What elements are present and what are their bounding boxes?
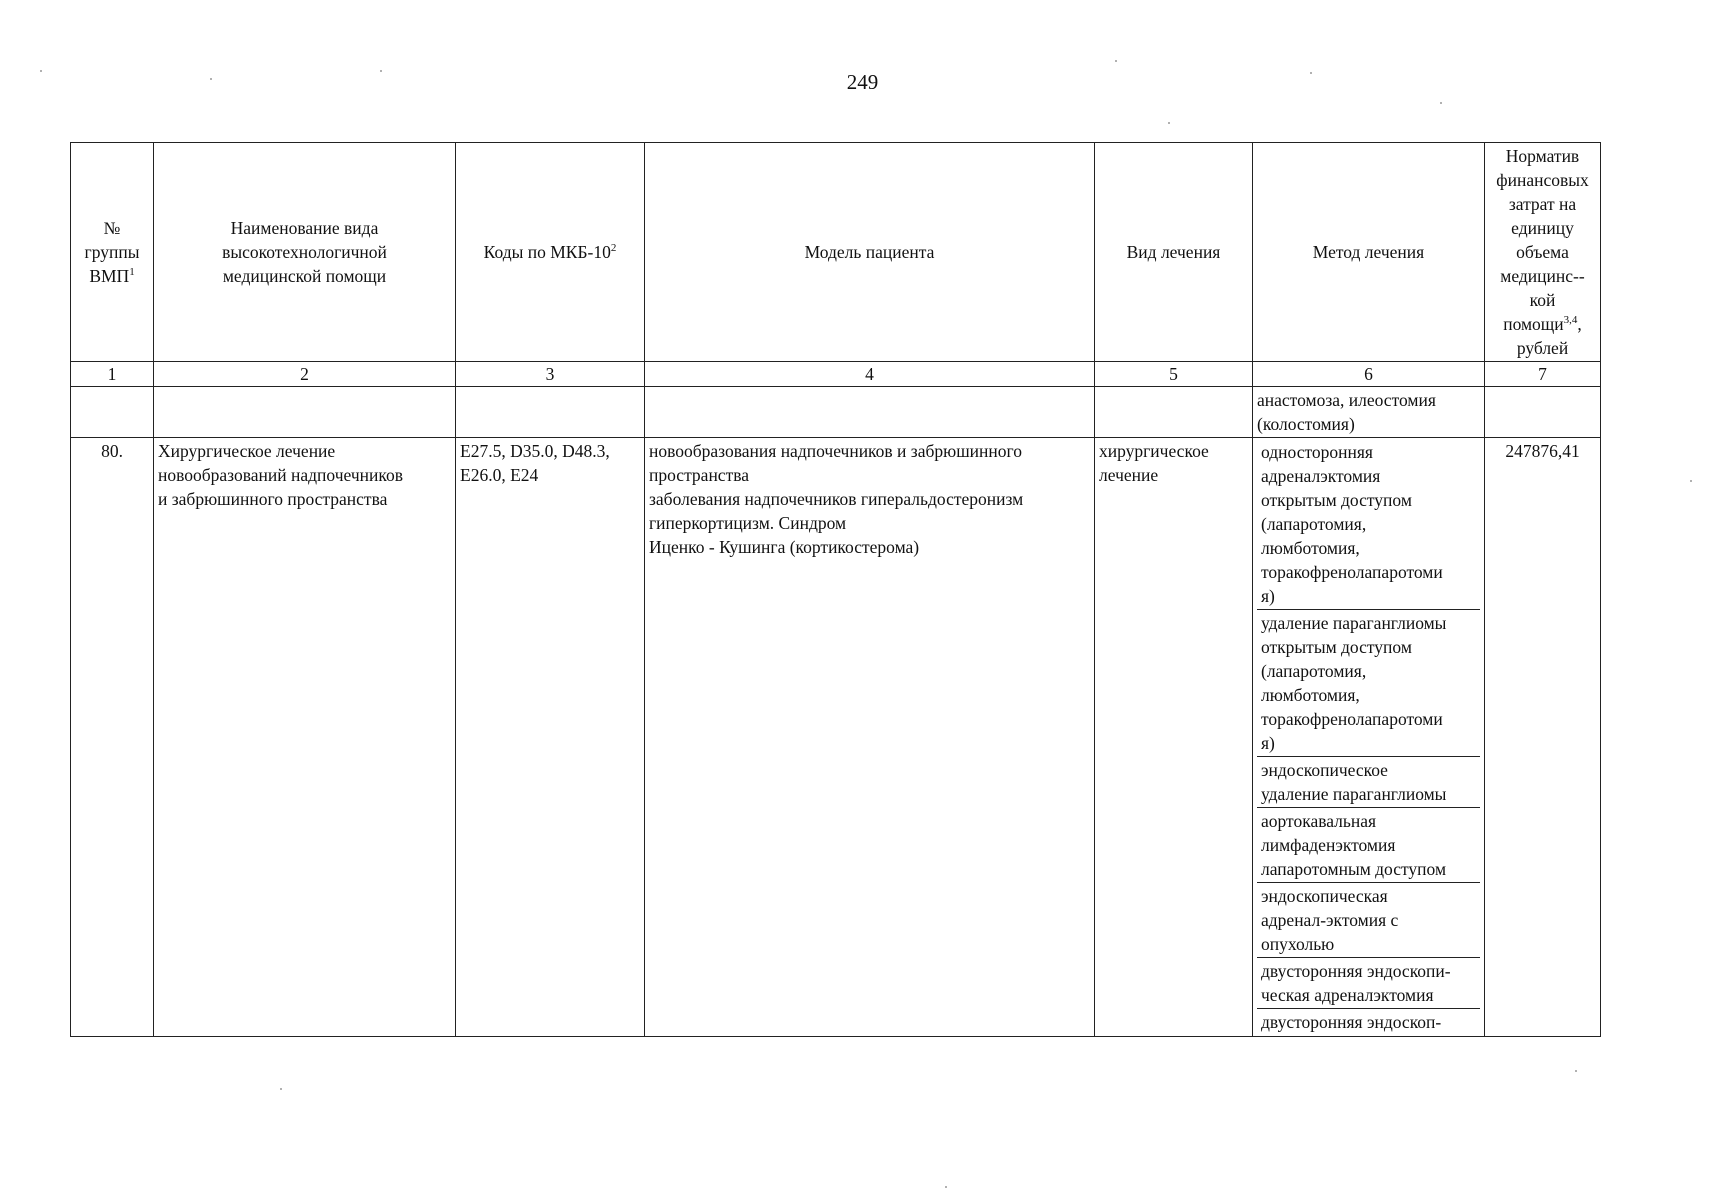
- header-text: медицинской помощи: [222, 266, 387, 286]
- care-name: [154, 438, 456, 1037]
- method-text: лимфаденэктомия: [1261, 835, 1396, 855]
- empty-cell: [71, 387, 154, 438]
- empty-cell: [645, 387, 1095, 438]
- column-number: 3: [456, 362, 645, 387]
- patient-model-text: заболевания надпочечников гиперальдостеронизм: [649, 489, 1024, 509]
- header-text: высокотехнологичной: [222, 242, 387, 262]
- method-text: (колостомия): [1257, 414, 1355, 434]
- cost-standard: 247876,41: [1485, 438, 1601, 1037]
- icd-codes: [456, 438, 645, 1037]
- patient-model-text: новообразования надпочечников и забрюшинного: [649, 441, 1023, 461]
- header-text: Норматив: [1505, 146, 1580, 166]
- treatment-method-item: [1257, 610, 1480, 757]
- header-text: единицу: [1511, 218, 1574, 238]
- method-text: аортокавальная: [1261, 811, 1377, 831]
- continuation-row: [71, 387, 1601, 438]
- header-text: кой: [1529, 290, 1556, 310]
- treatment-methods: [1253, 438, 1485, 1037]
- empty-cell: [456, 387, 645, 438]
- header-text: Коды по МКБ-10: [483, 242, 611, 262]
- column-number: 5: [1095, 362, 1253, 387]
- scan-speck: [1168, 122, 1170, 124]
- continued-method: [1253, 387, 1485, 438]
- method-text: адренал-эктомия с: [1261, 910, 1399, 930]
- treatment-method-item: [1257, 757, 1480, 808]
- header-text: финансовых: [1496, 170, 1589, 190]
- icd-code-text: E27.5, D35.0, D48.3,: [460, 441, 610, 461]
- empty-cell: [1095, 387, 1253, 438]
- care-name-text: новообразований надпочечников: [158, 465, 403, 485]
- header-text: ,: [1577, 314, 1582, 334]
- method-text: открытым доступом: [1261, 490, 1412, 510]
- page-number: 249: [846, 70, 879, 94]
- column-number: 4: [645, 362, 1095, 387]
- footnote-mark: 2: [610, 242, 617, 255]
- scan-speck: [280, 1088, 282, 1090]
- header-patient-model: Модель пациента: [645, 143, 1095, 362]
- header-text: ВМП: [89, 266, 130, 286]
- method-text: удаление параганглиомы: [1261, 784, 1447, 804]
- method-text: односторонняя: [1261, 442, 1373, 462]
- scan-speck: [1115, 60, 1117, 62]
- header-text: рублей: [1516, 338, 1569, 358]
- header-care-name: [154, 143, 456, 362]
- patient-model-text: гиперкортицизм. Синдром: [649, 513, 847, 533]
- method-text: люмботомия,: [1261, 685, 1360, 705]
- treatment-type-text: лечение: [1099, 465, 1159, 485]
- scan-speck: [1440, 102, 1442, 104]
- column-number: 1: [71, 362, 154, 387]
- treatment-type: [1095, 438, 1253, 1037]
- method-text: ческая адреналэктомия: [1261, 985, 1434, 1005]
- method-text: (лапаротомия,: [1261, 514, 1367, 534]
- treatment-type-text: хирургическое: [1099, 441, 1209, 461]
- treatment-method-item: [1257, 883, 1480, 958]
- method-text: торакофренолапаротоми: [1261, 562, 1443, 582]
- footnote-mark: 3,4: [1563, 314, 1578, 327]
- method-text: (лапаротомия,: [1261, 661, 1367, 681]
- care-name-text: Хирургическое лечение: [158, 441, 336, 461]
- patient-model-text: пространства: [649, 465, 750, 485]
- treatment-method-item: [1257, 439, 1480, 610]
- method-text: эндоскопическое: [1261, 760, 1388, 780]
- patient-model: [645, 438, 1095, 1037]
- scan-speck: [1575, 1070, 1577, 1072]
- header-text: медицинс--: [1500, 266, 1585, 286]
- method-text: торакофренолапаротоми: [1261, 709, 1443, 729]
- empty-cell: [1485, 387, 1601, 438]
- column-number-row: [71, 362, 1601, 387]
- header-text: объема: [1516, 242, 1569, 262]
- treatment-method-item: [1257, 808, 1480, 883]
- empty-cell: [154, 387, 456, 438]
- method-text: двусторонняя эндоскоп-: [1261, 1012, 1442, 1032]
- header-group-number: [71, 143, 154, 362]
- scan-speck: [945, 1186, 947, 1188]
- column-number: 7: [1485, 362, 1601, 387]
- header-text: группы: [84, 242, 140, 262]
- column-number: 6: [1253, 362, 1485, 387]
- treatment-method-item: [1257, 958, 1480, 1009]
- method-list: [1257, 439, 1480, 1035]
- scan-speck: [1690, 480, 1692, 482]
- patient-model-text: Иценко - Кушинга (кортикостерома): [649, 537, 920, 557]
- care-name-text: и забрюшинного пространства: [158, 489, 388, 509]
- header-treatment-type: Вид лечения: [1095, 143, 1253, 362]
- method-text: анастомоза, илеостомия: [1257, 390, 1436, 410]
- header-text: затрат на: [1508, 194, 1577, 214]
- method-text: открытым доступом: [1261, 637, 1412, 657]
- column-number: 2: [154, 362, 456, 387]
- method-text: опухолью: [1261, 934, 1335, 954]
- method-text: эндоскопическая: [1261, 886, 1388, 906]
- method-text: лапаротомным доступом: [1261, 859, 1447, 879]
- method-text: двусторонняя эндоскопи-: [1261, 961, 1451, 981]
- header-icd-codes: [456, 143, 645, 362]
- vmp-table: [70, 142, 1601, 1037]
- header-treatment-method: Метод лечения: [1253, 143, 1485, 362]
- header-row: [71, 143, 1601, 362]
- header-text: Наименование вида: [230, 218, 379, 238]
- icd-code-text: E26.0, E24: [460, 465, 539, 485]
- footnote-mark: 1: [129, 266, 135, 279]
- method-text: я): [1261, 733, 1275, 753]
- treatment-method-item: [1257, 1009, 1480, 1035]
- header-text: помощи: [1503, 314, 1564, 334]
- header-text: №: [103, 218, 121, 238]
- table-row: [71, 438, 1601, 1037]
- method-text: адреналэктомия: [1261, 466, 1381, 486]
- method-text: я): [1261, 586, 1275, 606]
- method-text: удаление параганглиомы: [1261, 613, 1447, 633]
- header-cost-standard: [1485, 143, 1601, 362]
- group-number: 80.: [71, 438, 154, 1037]
- method-text: люмботомия,: [1261, 538, 1360, 558]
